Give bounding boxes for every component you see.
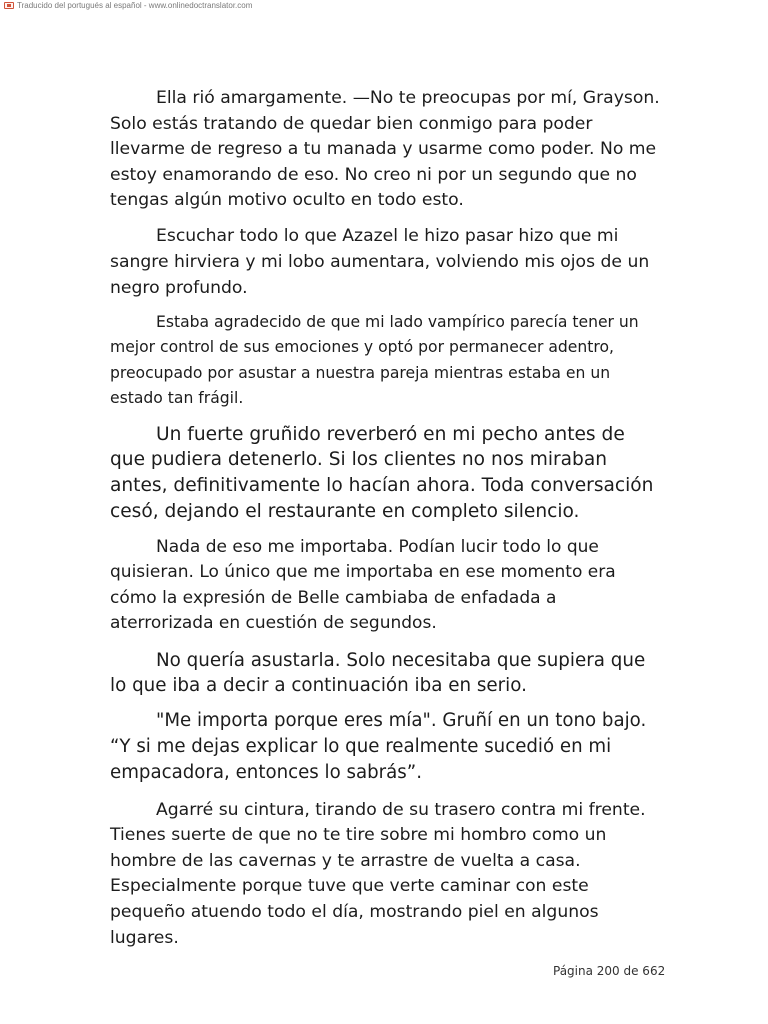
page-number: Página 200 de 662 — [553, 964, 666, 978]
paragraph-4: Un fuerte gruñido reverberó en mi pecho antes de que pudiera detenerlo. Si los clientes no nos miraban antes, definitivamente lo hacían ahora. Toda conversación cesó, dejando el restaurante en completo silencio. — [110, 423, 654, 522]
paragraph-6: No quería asustarla. Solo necesitaba que supiera que lo que iba a decir a continuación iba en serio. — [110, 649, 646, 697]
paragraph-8: Agarré su cintura, tirando de su trasero contra mi frente. Tienes suerte de que no te tire sobre mi hombro como un hombre de las cavernas y te arrastre de vuelta a casa. Especialmente porque tuve que verte caminar con este pequeño atuendo todo el día, mostrando piel en algunos lugares. — [110, 799, 646, 948]
paragraph-3: Estaba agradecido de que mi lado vampírico parecía tener un mejor control de sus emociones y optó por permanecer adentro, preocupado por asustar a nuestra pareja mientras estaba en un estado tan frágil. — [110, 312, 639, 407]
page-body — [110, 86, 662, 951]
paragraph-2: Escuchar todo lo que Azazel le hizo pasar hizo que mi sangre hirviera y mi lobo aumentara, volviendo mis ojos de un negro profundo. — [110, 225, 650, 298]
paragraph-7: "Me importa porque eres mía". Gruñí en un tono bajo. “Y si me dejas explicar lo que realmente sucedió en mi empacadora, entonces lo sabrás”. — [110, 710, 647, 783]
translator-banner-text[interactable]: Traducido del portugués al español - www.onlinedoctranslator.com — [17, 0, 253, 10]
paragraph-5: Nada de eso me importaba. Podían lucir todo lo que quisieran. Lo único que me importaba en ese momento era cómo la expresión de Belle cambiaba de enfadada a aterrorizada en cuestión de segundos. — [110, 536, 616, 634]
translator-logo-icon — [4, 2, 14, 9]
translator-banner[interactable] — [4, 0, 252, 10]
paragraph-1: Ella rió amargamente. —No te preocupas por mí, Grayson. Solo estás tratando de quedar bien conmigo para poder llevarme de regreso a tu manada y usarme como poder. No me estoy enamorando de eso. No creo ni por un segundo que no tengas algún motivo oculto en todo esto. — [110, 88, 660, 210]
